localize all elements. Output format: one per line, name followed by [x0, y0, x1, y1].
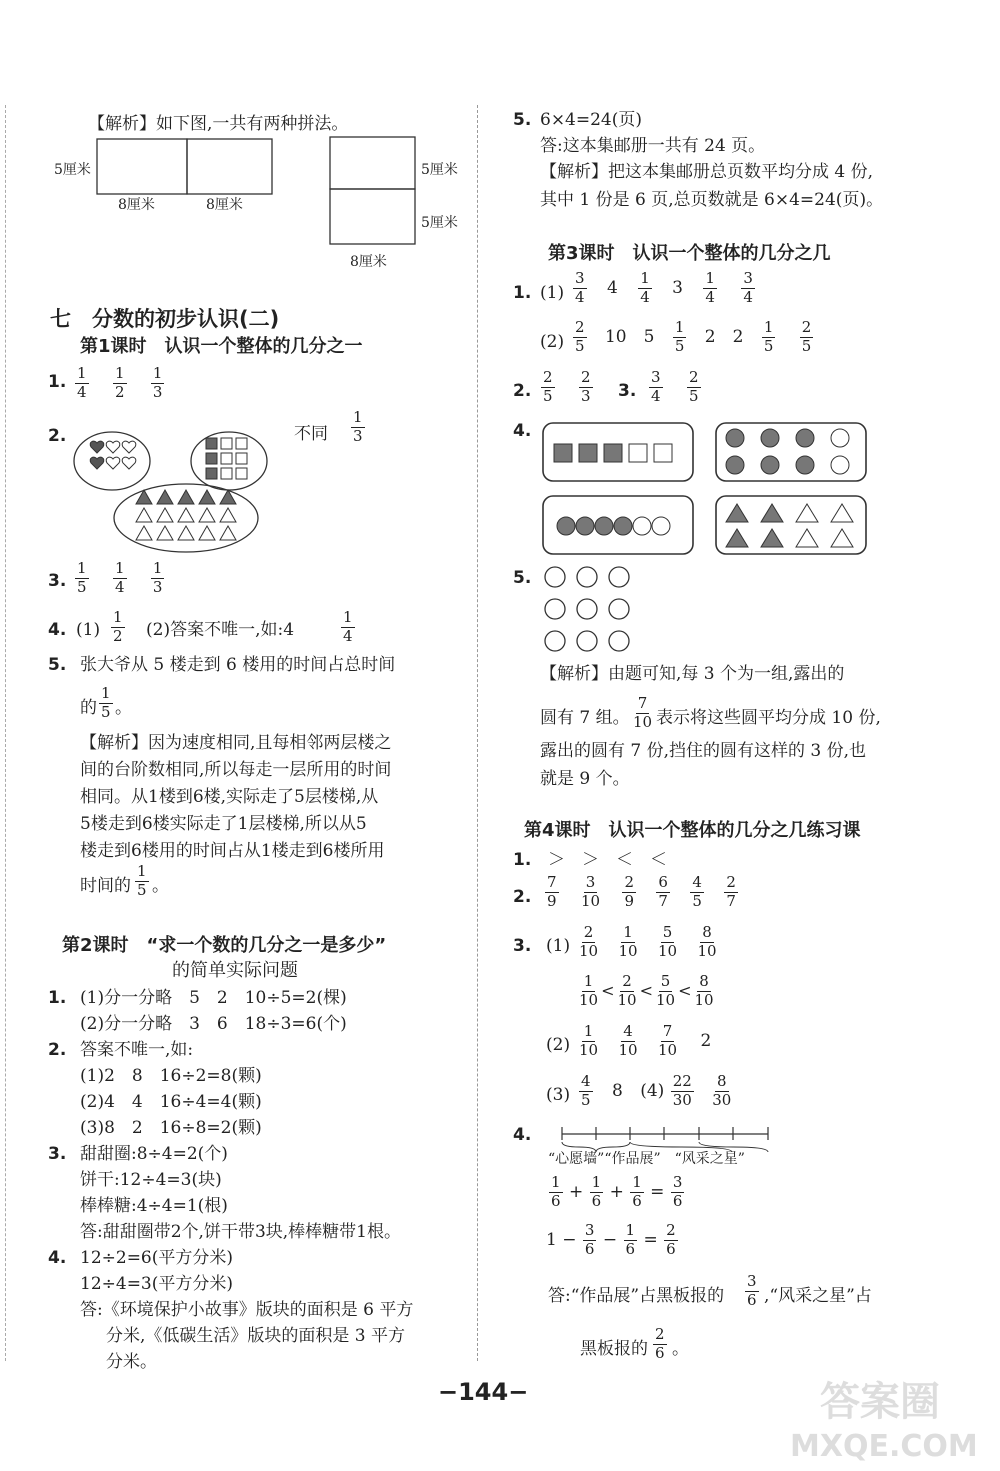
comparison-chain: $\frac{1}{10}$ < $\frac{2}{10}$ < $\frac{5}{10}$ < $\frac{8}{10}$	[579, 972, 714, 1009]
triangles	[726, 504, 853, 547]
answer-line: 甜甜圈:8÷4=2(个)	[80, 1144, 228, 1164]
answer-line: (1)分一分略 5 2 10÷5=2(棵)	[80, 988, 347, 1008]
squares	[206, 438, 247, 479]
answer-line: (3)8 2 16÷8=2(颗)	[80, 1118, 262, 1138]
fraction: $\frac{3}{6}$	[747, 1272, 757, 1309]
question-number: 1.	[48, 372, 67, 392]
answer-line: (1)2 8 16÷2=8(颗)	[80, 1066, 262, 1086]
question-number: 1.	[48, 988, 67, 1008]
explanation-line: 其中 1 份是 6 页,总页数就是 6×4=24(页)。	[540, 190, 884, 210]
ruler-labels: “心愿墙”“作品展” “风采之星”	[548, 1151, 745, 1167]
fraction-row: $\frac{3}{4}$ $\frac{2}{5}$	[651, 368, 699, 405]
shape-boxes-figure	[540, 420, 870, 560]
watermark-logo: 答案圈	[820, 1379, 940, 1425]
explanation-line: 圆有 7 组。	[540, 708, 630, 728]
fraction: $\frac{1}{2}$	[113, 608, 123, 645]
question-number: 5.	[513, 568, 532, 588]
answer-text: 张大爷从 5 楼走到 6 楼用的时间占总时间	[80, 655, 396, 675]
question-number: 4.	[513, 421, 532, 441]
dim-label: 5厘米	[421, 162, 458, 178]
intro-note: 【解析】如下图,一共有两种拼法。	[88, 114, 349, 134]
ellipse	[191, 432, 267, 490]
lesson-3-title: 第3课时 认识一个整体的几分之几	[548, 243, 831, 264]
explanation-line: 【解析】由题可知,每 3 个为一组,露出的	[540, 664, 845, 684]
shape-groups-figure	[70, 418, 290, 558]
page-number: −144−	[438, 1378, 529, 1406]
question-number: 3.	[48, 571, 67, 591]
explanation-line: 楼走到6楼用的时间占从1楼走到6楼所用	[80, 841, 385, 861]
answer-line: 6×4=24(页)	[540, 110, 643, 130]
answer-line: ,“风采之星”占	[764, 1286, 872, 1306]
column-divider	[477, 105, 478, 1361]
fraction-row: $\frac{4}{5}$ 8 (4) $\frac{22}{30}$ $\frac{8}{30}$	[581, 1072, 732, 1109]
answer-text: 。	[115, 698, 132, 718]
fraction: $\frac{2}{6}$	[655, 1325, 665, 1362]
rect-c	[330, 137, 415, 189]
answer-text: (2)	[540, 332, 565, 352]
answer-line: 饼干:12÷4=3(块)	[80, 1170, 222, 1190]
question-number: 5.	[48, 655, 67, 675]
explanation-line: 相同。从1楼到6楼,实际走了5层楼梯,从	[80, 787, 379, 807]
question-number: 3.	[513, 936, 532, 956]
explanation-line: 间的台阶数相同,所以每走一层所用的时间	[80, 760, 392, 780]
watermark-url: MXQE.COM	[790, 1429, 978, 1464]
fraction-row: $\frac{3}{4}$ 4 $\frac{1}{4}$ 3 $\frac{1}{4}$ $\frac{3}{4}$	[575, 269, 753, 306]
fraction-row: $\frac{2}{5}$ 10 5 $\frac{1}{5}$ 2 2 $\frac{1}{5}$ $\frac{2}{5}$	[575, 318, 812, 355]
rect-a	[97, 139, 187, 194]
question-number: 1.	[513, 850, 532, 870]
triangles	[136, 490, 236, 540]
explanation-line: 5楼走到6楼实际走了1层楼梯,所以从5	[80, 814, 367, 834]
question-number: 4.	[48, 1248, 67, 1268]
circles	[726, 429, 849, 474]
rectangle-diagrams	[50, 132, 480, 277]
lesson-2-title: 第2课时 “求一个数的几分之一是多少”	[62, 935, 387, 956]
explanation-line: 。	[152, 876, 169, 896]
fraction-row: $\frac{1}{5}$ $\frac{1}{4}$ $\frac{1}{3}$	[77, 559, 163, 596]
fraction-row: $\frac{1}{10}$ $\frac{4}{10}$ $\frac{7}{10}$ 2	[579, 1022, 712, 1059]
equation: 1 − $\frac{3}{6}$ − $\frac{1}{6}$ = $\frac{2}{6}$	[546, 1221, 676, 1258]
question-number: 1.	[513, 283, 532, 303]
question-number: 3.	[48, 1144, 67, 1164]
answer-line: 答案不唯一,如:	[80, 1040, 194, 1060]
answer-line: 答:甜甜圈带2个,饼干带3块,棒棒糖带1根。	[80, 1222, 401, 1242]
answer-line: 黑板报的	[580, 1339, 648, 1359]
question-number: 3.	[618, 381, 637, 401]
dim-label: 8厘米	[350, 254, 387, 270]
answer-line: 棒棒糖:4÷4=1(根)	[80, 1196, 228, 1216]
circles	[557, 517, 670, 535]
answer-text: 不同	[294, 424, 328, 444]
question-number: 4.	[513, 1125, 532, 1145]
answer-line: ＞ ＞ ＜ ＜	[548, 850, 667, 870]
answer-line: 分米,《低碳生活》版块的面积是 3 平方	[106, 1326, 406, 1346]
answer-text: (1)	[76, 620, 101, 640]
answer-text: (2)答案不唯一,如:4	[146, 620, 295, 640]
circle-grid	[540, 562, 640, 657]
fraction: $\frac{1}{5}$	[137, 862, 147, 899]
explanation-line: 【解析】把这本集邮册总页数平均分成 4 份,	[540, 162, 874, 182]
question-number: 2.	[513, 381, 532, 401]
rect-d	[330, 189, 415, 244]
left-margin-rule	[5, 105, 6, 1361]
question-number: 2.	[48, 1040, 67, 1060]
fraction-row: $\frac{2}{10}$ $\frac{1}{10}$ $\frac{5}{10}$ $\frac{8}{10}$	[579, 923, 717, 960]
answer-line: (2)分一分略 3 6 18÷3=6(个)	[80, 1014, 347, 1034]
answer-line: 12÷4=3(平方分米)	[80, 1274, 234, 1294]
answer-line: 。	[672, 1339, 689, 1359]
fraction-row: $\frac{7}{9}$ $\frac{3}{10}$ $\frac{2}{9}$ $\frac{6}{7}$ $\frac{4}{5}$ $\frac{2}{7}$	[547, 873, 736, 910]
lesson-2-title-cont: 的简单实际问题	[172, 960, 298, 981]
question-number: 5.	[513, 110, 532, 130]
explanation-line: 【解析】因为速度相同,且每相邻两层楼之	[80, 733, 392, 753]
fraction: $\frac{1}{4}$	[343, 608, 353, 645]
answer-line: 答:《环境保护小故事》版块的面积是 6 平方	[80, 1300, 414, 1320]
question-number: 2.	[513, 887, 532, 907]
question-number: 4.	[48, 620, 67, 640]
squares	[554, 444, 672, 462]
unit-title: 七 分数的初步认识(二)	[50, 307, 280, 331]
bracket-ruler	[556, 1122, 776, 1152]
answer-line: 12÷2=6(平方分米)	[80, 1248, 234, 1268]
explanation-line: 就是 9 个。	[540, 769, 630, 789]
explanation-line: 时间的	[80, 876, 131, 896]
dim-label: 5厘米	[421, 215, 458, 231]
answer-line: (2)4 4 16÷4=4(颗)	[80, 1092, 262, 1112]
answer-text: (1)	[546, 936, 571, 956]
hearts	[90, 441, 104, 469]
lesson-4-title: 第4课时 认识一个整体的几分之几练习课	[524, 820, 861, 841]
dim-label: 8厘米	[118, 197, 155, 213]
fraction: $\frac{1}{5}$	[101, 684, 111, 721]
answer-text: (1)	[540, 283, 565, 303]
explanation-line: 露出的圆有 7 份,挡住的圆有这样的 3 份,也	[540, 741, 867, 761]
question-number: 2.	[48, 426, 67, 446]
ellipse	[74, 432, 150, 490]
fraction: $\frac{7}{10}$	[633, 694, 653, 731]
answer-text: 的	[80, 698, 97, 718]
answer-line: 答:这本集邮册一共有 24 页。	[540, 136, 766, 156]
equation: $\frac{1}{6}$ + $\frac{1}{6}$ + $\frac{1}{6}$ = $\frac{3}{6}$	[551, 1173, 683, 1210]
fraction-row: $\frac{1}{4}$ $\frac{1}{2}$ $\frac{1}{3}$	[77, 364, 163, 401]
explanation-line: 表示将这些圆平均分成 10 份,	[656, 708, 881, 728]
dim-label: 5厘米	[54, 162, 91, 178]
lesson-1-title: 第1课时 认识一个整体的几分之一	[80, 336, 363, 357]
dim-label: 8厘米	[206, 197, 243, 213]
rect-b	[187, 139, 272, 194]
fraction: $\frac{1}{3}$	[353, 408, 363, 445]
answer-text: (3)	[546, 1085, 571, 1105]
answer-line: 分米。	[106, 1352, 157, 1372]
fraction-row: $\frac{2}{5}$ $\frac{2}{3}$	[543, 368, 591, 405]
answer-line: 答:“作品展”占黑板报的	[548, 1286, 725, 1306]
answer-text: (2)	[546, 1035, 571, 1055]
